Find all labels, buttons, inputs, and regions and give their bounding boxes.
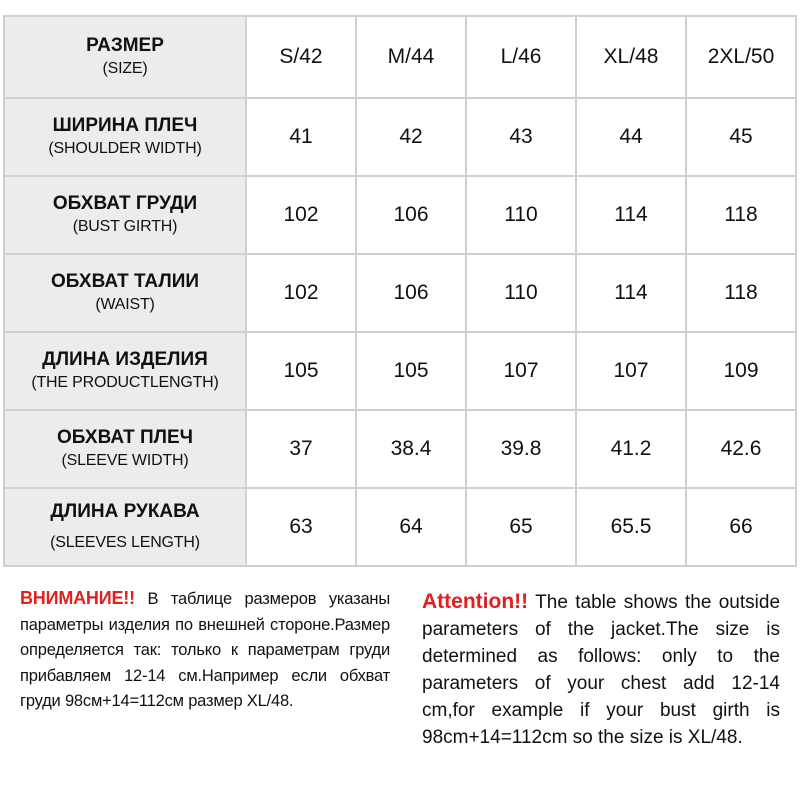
note-text-ru: В таблице размеров указаны параметры изделия по внешней стороне.Размер определяется так: только к параметрам груди прибавляем 12-14 см.Например если обхват груди 98см+14=112см размер XL/48. — [20, 590, 391, 710]
measurement-value: 41 — [289, 125, 313, 148]
row-label-cell — [4, 332, 246, 410]
size-header-cell — [4, 16, 246, 98]
value-cell — [246, 176, 356, 254]
measurement-value: 38.4 — [390, 437, 432, 460]
size-value: XL/48 — [603, 45, 659, 68]
table-row — [4, 332, 796, 410]
value-cell — [466, 410, 576, 488]
measurement-value: 41.2 — [610, 437, 652, 460]
row-label-ru: ДЛИНА ИЗДЕЛИЯ — [42, 349, 208, 370]
measurement-value: 65.5 — [610, 515, 652, 538]
value-cell — [356, 488, 466, 566]
value-cell — [686, 488, 796, 566]
warning-label-ru: ВНИМАНИЕ!! — [20, 588, 135, 608]
measurement-value: 45 — [729, 125, 753, 148]
measurement-value: 107 — [613, 359, 649, 382]
value-cell — [686, 176, 796, 254]
measurement-value: 43 — [509, 125, 533, 148]
value-cell — [576, 98, 686, 176]
measurement-value: 118 — [724, 281, 758, 304]
value-cell — [356, 410, 466, 488]
measurement-value: 118 — [724, 203, 758, 226]
size-column-header — [466, 16, 576, 98]
measurement-value: 107 — [503, 359, 539, 382]
value-cell — [466, 98, 576, 176]
measurement-value: 65 — [509, 515, 533, 538]
table-row — [4, 98, 796, 176]
table-row — [4, 410, 796, 488]
value-cell — [576, 176, 686, 254]
measurement-value: 66 — [729, 515, 753, 538]
value-cell — [246, 410, 356, 488]
measurement-value: 114 — [614, 203, 648, 226]
measurement-value: 110 — [504, 281, 538, 304]
value-cell — [466, 254, 576, 332]
value-cell — [356, 98, 466, 176]
row-label-en: (SLEEVES LENGTH) — [50, 534, 200, 551]
value-cell — [246, 254, 356, 332]
row-label-en: (BUST GIRTH) — [72, 218, 178, 235]
measurement-value: 102 — [283, 281, 319, 304]
size-value: 2XL/50 — [707, 45, 775, 68]
note-english — [422, 588, 780, 751]
measurement-value: 106 — [393, 281, 429, 304]
measurement-value: 110 — [504, 203, 538, 226]
size-column-header — [576, 16, 686, 98]
row-label-cell — [4, 488, 246, 566]
measurement-value: 42 — [399, 125, 423, 148]
row-label-ru: ОБХВАТ ТАЛИИ — [50, 271, 200, 292]
measurement-value: 44 — [619, 125, 643, 148]
value-cell — [356, 332, 466, 410]
measurement-value: 109 — [723, 359, 759, 382]
value-cell — [466, 176, 576, 254]
warning-label-en: Attention!! — [422, 590, 529, 613]
value-cell — [356, 254, 466, 332]
table-row — [4, 254, 796, 332]
value-cell — [246, 332, 356, 410]
note-russian — [20, 586, 390, 715]
row-label-cell — [4, 176, 246, 254]
value-cell — [686, 332, 796, 410]
row-label-ru: ОБХВАТ ГРУДИ — [52, 193, 198, 214]
row-label-ru: ДЛИНА РУКАВА — [50, 501, 200, 522]
table-row — [4, 488, 796, 566]
size-column-header — [356, 16, 466, 98]
size-label-ru: РАЗМЕР — [86, 35, 164, 56]
value-cell — [576, 332, 686, 410]
measurement-value: 63 — [289, 515, 313, 538]
row-label-cell — [4, 254, 246, 332]
size-column-header — [246, 16, 356, 98]
row-label-en: (WAIST) — [95, 296, 155, 313]
measurement-value: 105 — [393, 359, 429, 382]
row-label-en: (SHOULDER WIDTH) — [48, 140, 202, 157]
row-label-cell — [4, 410, 246, 488]
measurement-value: 42.6 — [720, 437, 762, 460]
header-row — [4, 16, 796, 98]
row-label-ru: ОБХВАТ ПЛЕЧ — [56, 427, 194, 448]
row-label-ru: ШИРИНА ПЛЕЧ — [52, 115, 198, 136]
measurement-value: 106 — [393, 203, 429, 226]
measurement-value: 39.8 — [500, 437, 542, 460]
size-value: L/46 — [500, 45, 542, 68]
row-label-en: (SLEEVE WIDTH) — [61, 452, 189, 469]
size-value: S/42 — [279, 45, 323, 68]
measurement-value: 105 — [283, 359, 319, 382]
value-cell — [576, 410, 686, 488]
size-chart-table — [3, 15, 797, 567]
value-cell — [356, 176, 466, 254]
size-label-en: (SIZE) — [102, 60, 148, 77]
value-cell — [246, 488, 356, 566]
measurement-value: 64 — [399, 515, 423, 538]
row-label-en: (THE PRODUCTLENGTH) — [31, 374, 219, 391]
value-cell — [576, 254, 686, 332]
size-value: M/44 — [387, 45, 435, 68]
note-text-en: The table shows the outside parameters of the jacket.The size is determined as follows: only to the parameters of your chest add 12-14 cm,for example if your bust girth is 98cm+14=112cm so the size is XL/48. — [422, 592, 781, 748]
table-row — [4, 176, 796, 254]
value-cell — [466, 332, 576, 410]
value-cell — [466, 488, 576, 566]
value-cell — [686, 254, 796, 332]
measurement-value: 102 — [283, 203, 319, 226]
row-label-cell — [4, 98, 246, 176]
value-cell — [246, 98, 356, 176]
value-cell — [686, 98, 796, 176]
measurement-value: 37 — [289, 437, 313, 460]
value-cell — [576, 488, 686, 566]
size-column-header — [686, 16, 796, 98]
measurement-value: 114 — [614, 281, 648, 304]
value-cell — [686, 410, 796, 488]
